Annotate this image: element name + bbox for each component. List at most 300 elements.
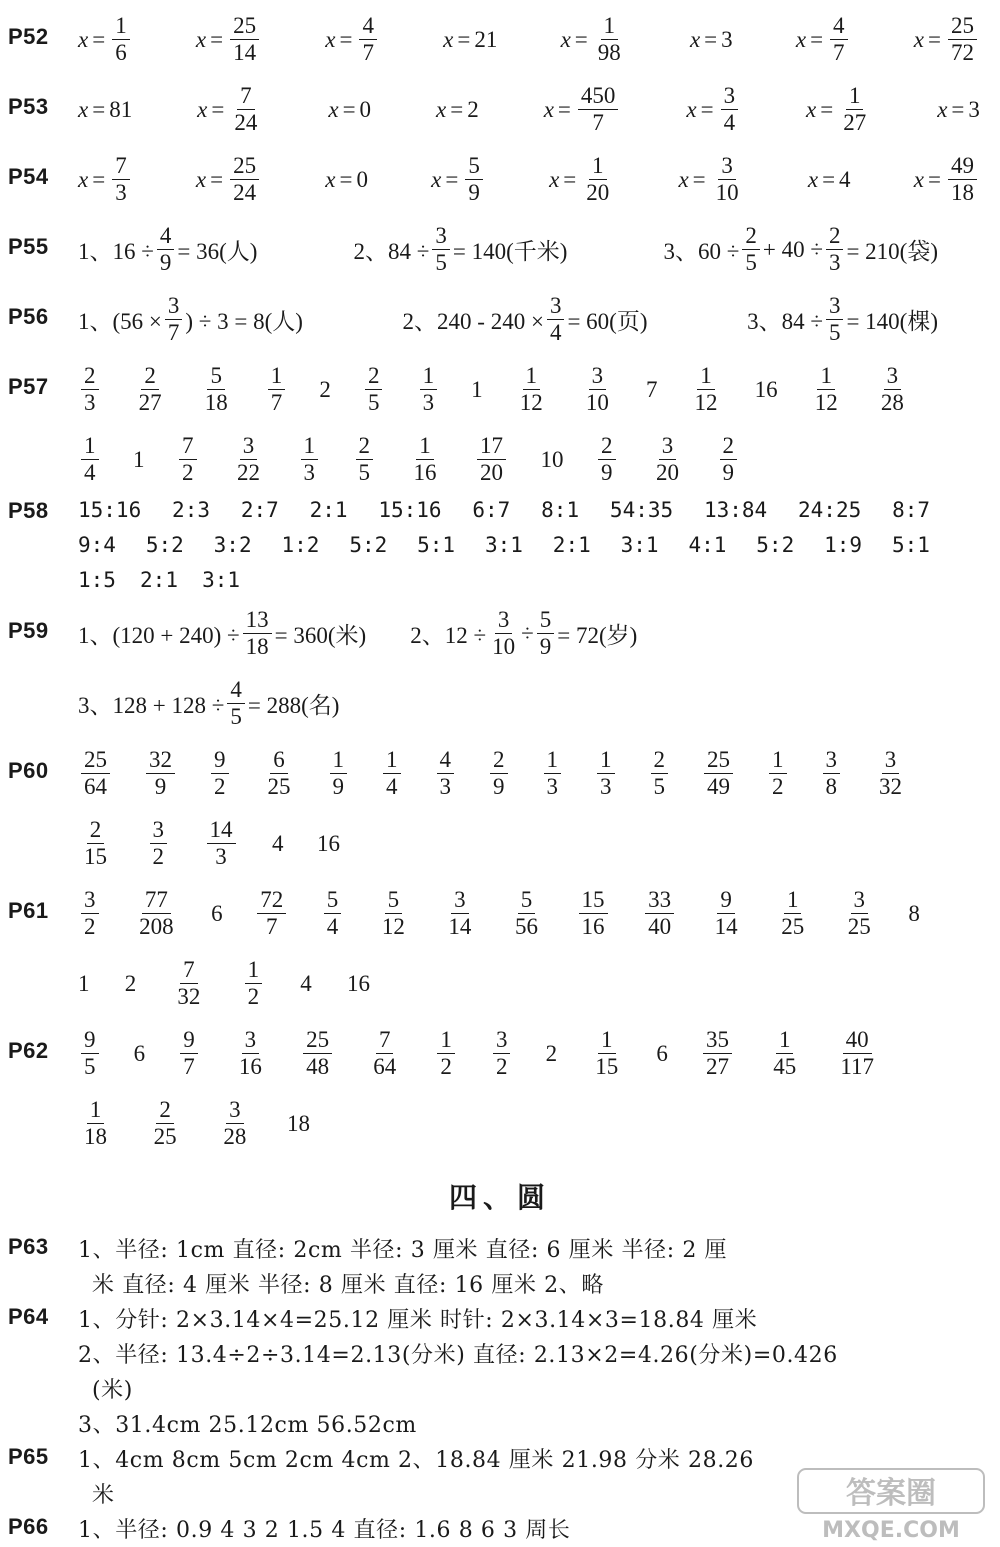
equation-item xyxy=(686,84,741,135)
numerator: 9 xyxy=(717,888,735,914)
numerator: 49 xyxy=(948,154,977,180)
numerator: 6 xyxy=(270,748,288,774)
numerator: 2 xyxy=(720,434,738,460)
denominator: 20 xyxy=(480,460,503,486)
fraction xyxy=(948,154,977,205)
answer-fraction xyxy=(324,888,342,939)
answers-p57b xyxy=(78,434,740,485)
expression-text: = 140(千米) xyxy=(452,239,568,265)
answer-number: 1 xyxy=(78,970,90,996)
label-p61a: P61 xyxy=(8,898,49,923)
denominator: 22 xyxy=(237,460,260,486)
numerator: 1 xyxy=(268,364,286,390)
denominator: 56 xyxy=(514,914,538,940)
denominator: 3 xyxy=(303,460,315,486)
label-p64: P64 xyxy=(8,1304,49,1329)
denominator: 24 xyxy=(233,180,257,206)
numerator: 1 xyxy=(245,958,263,984)
numerator: 1 xyxy=(420,364,438,390)
denominator: 16 xyxy=(581,914,605,940)
equals-sign: = xyxy=(927,166,941,192)
ratio-value: 1:2 xyxy=(281,533,320,557)
label-p53: P53 xyxy=(8,94,49,119)
answers-p55 xyxy=(78,224,938,275)
answer-fraction xyxy=(493,1028,511,1079)
label-p57a: P57 xyxy=(8,374,49,399)
denominator: 5 xyxy=(435,250,447,276)
ratio-value: 2:1 xyxy=(309,498,348,522)
denominator: 3 xyxy=(546,774,558,800)
answer-fraction xyxy=(645,888,674,939)
equation-item xyxy=(549,154,615,205)
ratio-value: 13:84 xyxy=(703,498,768,522)
denominator: 64 xyxy=(84,774,107,800)
answer-number: 2 xyxy=(545,1040,558,1066)
answers-p61b xyxy=(78,958,370,1009)
label-p62a: P62 xyxy=(8,1038,49,1063)
denominator: 4 xyxy=(386,774,398,800)
expression-text: 1、(120 + 240) ÷ xyxy=(78,623,240,649)
answer-fraction xyxy=(81,818,110,869)
answer-fraction xyxy=(876,748,905,799)
numerator: 35 xyxy=(703,1028,732,1054)
answer-number: 7 xyxy=(645,376,658,402)
denominator: 14 xyxy=(233,40,257,66)
numerator: 1 xyxy=(697,364,715,390)
denominator: 16 xyxy=(238,1054,262,1080)
numerator: 3 xyxy=(589,364,607,390)
denominator: 18 xyxy=(84,1124,107,1150)
answer-fraction xyxy=(544,748,562,799)
variable: x xyxy=(913,26,924,52)
equals-sign: = xyxy=(92,96,106,122)
numerator: 13 xyxy=(243,608,272,634)
variable: x xyxy=(806,96,817,122)
denominator: 45 xyxy=(773,1054,797,1080)
denominator: 25 xyxy=(847,914,871,940)
numerator: 450 xyxy=(578,84,619,110)
expression-item xyxy=(78,608,366,659)
equals-sign: = xyxy=(457,26,471,52)
answer-fraction xyxy=(180,1028,198,1079)
variable: x xyxy=(78,166,89,192)
p63-line-2: 米 直径: 4 厘米 半径: 8 厘米 直径: 16 厘米 2、略 xyxy=(92,1273,604,1298)
answer-fraction xyxy=(245,958,263,1009)
variable: x xyxy=(543,96,554,122)
numerator: 1 xyxy=(330,748,348,774)
expression-item xyxy=(353,224,567,275)
numerator: 4 xyxy=(359,14,377,40)
fraction xyxy=(227,678,245,729)
denominator: 14 xyxy=(448,914,472,940)
equals-sign: = xyxy=(210,166,224,192)
numerator: 1 xyxy=(544,748,562,774)
numerator: 2 xyxy=(81,364,99,390)
denominator: 2 xyxy=(182,460,194,486)
numerator: 2 xyxy=(490,748,508,774)
ratio-value: 5:1 xyxy=(891,533,930,557)
answer-fraction xyxy=(303,1028,332,1079)
answer-fraction xyxy=(136,888,177,939)
answer-fraction xyxy=(712,888,741,939)
denominator: 18 xyxy=(950,180,974,206)
answer-fraction xyxy=(598,434,616,485)
numerator: 7 xyxy=(179,434,197,460)
numerator: 1 xyxy=(437,1028,455,1054)
answer-fraction xyxy=(490,748,508,799)
answer-number: 6 xyxy=(656,1040,668,1066)
equation-item xyxy=(328,97,371,123)
numerator: 1 xyxy=(383,748,401,774)
equation-item xyxy=(806,84,872,135)
equals-sign: = xyxy=(339,166,353,192)
answers-p56 xyxy=(78,294,938,345)
denominator: 27 xyxy=(138,390,162,416)
answer-fraction xyxy=(356,434,374,485)
fraction xyxy=(359,14,377,65)
p65-line-2: 米 xyxy=(92,1483,115,1508)
equals-sign: = xyxy=(563,166,577,192)
denominator: 7 xyxy=(270,390,283,416)
answer-fraction xyxy=(211,748,229,799)
answer-fraction xyxy=(136,364,165,415)
numerator: 4 xyxy=(157,224,175,250)
value: 0 xyxy=(359,96,372,122)
denominator: 5 xyxy=(828,320,841,346)
ratio-value: 5:2 xyxy=(349,533,388,557)
value: 21 xyxy=(474,26,498,52)
ratio-value: 24:25 xyxy=(798,498,862,522)
answer-number: 6 xyxy=(133,1040,146,1066)
answer-fraction xyxy=(81,1098,110,1149)
denominator: 28 xyxy=(223,1124,247,1150)
value: 3 xyxy=(721,26,733,52)
answers-p62b xyxy=(78,1098,310,1149)
answer-fraction xyxy=(597,748,615,799)
numerator: 14 xyxy=(207,818,236,844)
denominator: 12 xyxy=(694,390,718,416)
numerator: 3 xyxy=(451,888,469,914)
fraction xyxy=(489,608,518,659)
numerator: 3 xyxy=(826,294,844,320)
ratio-value: 5:2 xyxy=(145,533,184,557)
numerator: 2 xyxy=(141,364,159,390)
answers-p61a xyxy=(78,888,920,939)
fraction xyxy=(578,84,619,135)
answers-p59 xyxy=(78,678,980,729)
p64-line-1: 1、分针: 2×3.14×4=25.12 厘米 时针: 2×3.14×3=18.84 厘米 xyxy=(78,1308,758,1333)
ratio-value: 3:2 xyxy=(213,533,252,557)
equation-item xyxy=(937,97,980,123)
answer-fraction xyxy=(370,1028,399,1079)
label-p59: P59 xyxy=(8,618,49,643)
numerator: 3 xyxy=(493,1028,511,1054)
numerator: 5 xyxy=(465,154,483,180)
numerator: 1 xyxy=(301,434,319,460)
numerator: 1 xyxy=(81,434,99,460)
label-p60a: P60 xyxy=(8,758,49,783)
answer-fraction xyxy=(220,1098,249,1149)
fraction xyxy=(231,84,260,135)
equals-sign: = xyxy=(700,96,714,122)
ratio-value: 15:16 xyxy=(378,498,442,522)
equation-item xyxy=(443,27,497,53)
numerator: 3 xyxy=(718,154,736,180)
denominator: 3 xyxy=(215,844,227,870)
answer-number: 8 xyxy=(908,900,920,926)
fraction xyxy=(112,14,130,65)
expression-item xyxy=(78,224,257,275)
answers-p54 xyxy=(78,154,980,205)
denominator: 5 xyxy=(230,704,242,730)
answer-fraction xyxy=(179,434,197,485)
answer-fraction xyxy=(81,1028,99,1079)
ratio-value: 4:1 xyxy=(688,533,727,557)
variable: x xyxy=(78,26,89,52)
p66-line-1: 1、半径: 0.9 4 3 2 1.5 4 直径: 1.6 8 6 3 周长 xyxy=(78,1518,571,1543)
numerator: 3 xyxy=(823,748,841,774)
answer-fraction xyxy=(445,888,474,939)
numerator: 9 xyxy=(211,748,229,774)
denominator: 2 xyxy=(84,914,96,940)
expression-item xyxy=(747,294,938,345)
equation-item xyxy=(808,167,851,193)
numerator: 1 xyxy=(769,748,787,774)
fraction xyxy=(595,14,624,65)
expression-item xyxy=(78,678,339,729)
numerator: 32 xyxy=(146,748,175,774)
ratio-value: 15:16 xyxy=(78,498,142,522)
numerator: 2 xyxy=(356,434,374,460)
denominator: 18 xyxy=(245,634,269,660)
answer-fraction xyxy=(202,364,231,415)
fraction xyxy=(465,154,483,205)
equation-item xyxy=(197,84,263,135)
expression-item xyxy=(78,294,303,345)
denominator: 2 xyxy=(772,774,784,800)
watermark-logo xyxy=(796,1467,986,1543)
equals-sign: = xyxy=(342,96,356,122)
numerator: 2 xyxy=(598,434,616,460)
denominator: 9 xyxy=(539,634,552,660)
denominator: 27 xyxy=(706,1054,730,1080)
numerator: 1 xyxy=(776,1028,794,1054)
equals-sign: = xyxy=(927,26,941,52)
equation-item xyxy=(436,97,479,123)
expression-text: = 72(岁) xyxy=(557,623,638,649)
ratio-value: 54:35 xyxy=(609,498,674,522)
expression-text: 1、(56 × xyxy=(78,309,162,335)
answer-fraction xyxy=(257,888,286,939)
equation-item xyxy=(544,84,622,135)
denominator: 25 xyxy=(153,1124,177,1150)
equation-item xyxy=(678,154,744,205)
numerator: 1 xyxy=(589,154,607,180)
denominator: 2 xyxy=(440,1054,452,1080)
equals-sign: = xyxy=(692,166,706,192)
equals-sign: = xyxy=(92,26,106,52)
variable: x xyxy=(913,166,924,192)
equation-item xyxy=(561,14,627,65)
denominator: 5 xyxy=(745,250,757,276)
answer-number: 16 xyxy=(317,830,340,856)
denominator: 12 xyxy=(381,914,405,940)
ratio-value: 8:1 xyxy=(541,498,580,522)
answer-fraction xyxy=(437,1028,455,1079)
p63-line-1: 1、半径: 1cm 直径: 2cm 半径: 3 厘米 直径: 6 厘米 半径: 2 厘 xyxy=(78,1238,728,1263)
numerator: 2 xyxy=(365,364,383,390)
variable: x xyxy=(436,96,447,122)
answer-number: 4 xyxy=(272,830,284,856)
numerator: 3 xyxy=(242,1028,260,1054)
numerator: 3 xyxy=(165,294,183,320)
fraction xyxy=(157,224,175,275)
numerator: 7 xyxy=(112,154,130,180)
denominator: 4 xyxy=(326,914,339,940)
answers-p59 xyxy=(78,608,980,659)
fraction xyxy=(830,14,848,65)
fraction xyxy=(713,154,742,205)
numerator: 5 xyxy=(537,608,555,634)
value: 2 xyxy=(467,96,479,122)
numerator: 7 xyxy=(237,84,255,110)
value: 81 xyxy=(109,96,133,122)
denominator: 7 xyxy=(833,40,845,66)
numerator: 1 xyxy=(601,14,619,40)
expression-text: 3、84 ÷ xyxy=(747,309,823,335)
denominator: 7 xyxy=(183,1054,195,1080)
denominator: 25 xyxy=(267,774,291,800)
variable: x xyxy=(325,166,336,192)
equals-sign: = xyxy=(951,96,965,122)
ratio-line xyxy=(78,533,930,557)
equals-sign: = xyxy=(704,26,718,52)
denominator: 64 xyxy=(373,1054,397,1080)
answer-fraction xyxy=(512,888,541,939)
expression-text: 2、84 ÷ xyxy=(353,239,430,265)
ratio-value: 2:7 xyxy=(240,498,279,522)
numerator: 1 xyxy=(112,14,130,40)
expression-text: 2、240 - 240 × xyxy=(402,309,544,335)
answers-p52 xyxy=(78,14,980,65)
fraction xyxy=(547,294,565,345)
equals-sign: = xyxy=(450,96,464,122)
ratio-value: 2:1 xyxy=(552,533,591,557)
numerator: 25 xyxy=(230,154,259,180)
variable: x xyxy=(328,96,339,122)
answer-fraction xyxy=(477,434,506,485)
fraction xyxy=(537,608,555,659)
ratio-value: 2:3 xyxy=(172,498,210,522)
ratio-value: 3:1 xyxy=(202,568,240,592)
denominator: 20 xyxy=(586,180,610,206)
fraction xyxy=(165,294,183,345)
answer-fraction xyxy=(265,748,294,799)
denominator: 7 xyxy=(167,320,180,346)
variable: x xyxy=(195,26,207,52)
ratio-line xyxy=(78,498,930,522)
equals-sign: = xyxy=(822,166,836,192)
denominator: 14 xyxy=(714,914,738,940)
answer-fraction xyxy=(437,748,455,799)
numerator: 15 xyxy=(579,888,608,914)
denominator: 32 xyxy=(177,984,201,1010)
ratio-line xyxy=(78,568,240,592)
answer-fraction xyxy=(651,748,669,799)
equation-item xyxy=(78,97,132,123)
numerator: 3 xyxy=(882,748,900,774)
fraction xyxy=(840,84,869,135)
answer-fraction xyxy=(778,888,807,939)
expression-text: ÷ xyxy=(521,620,534,646)
label-p55: P55 xyxy=(8,234,49,259)
answer-number: 6 xyxy=(211,900,223,926)
answer-fraction xyxy=(420,364,438,415)
numerator: 3 xyxy=(81,888,99,914)
ratio-value: 1:9 xyxy=(824,533,863,557)
numerator: 3 xyxy=(150,818,168,844)
watermark-text: 答案圈 xyxy=(846,1476,936,1511)
answer-fraction xyxy=(692,364,721,415)
denominator: 5 xyxy=(358,460,370,486)
denominator: 72 xyxy=(950,40,974,66)
answer-number: 2 xyxy=(319,376,331,402)
denominator: 10 xyxy=(585,390,609,416)
answer-fraction xyxy=(720,434,738,485)
denominator: 4 xyxy=(723,110,736,136)
numerator: 5 xyxy=(518,888,536,914)
denominator: 8 xyxy=(825,774,837,800)
equation-item xyxy=(914,14,980,65)
denominator: 25 xyxy=(781,914,805,940)
answer-number: 16 xyxy=(346,970,370,996)
numerator: 9 xyxy=(81,1028,99,1054)
variable: x xyxy=(678,166,689,192)
variable: x xyxy=(443,26,454,52)
numerator: 4 xyxy=(830,14,848,40)
numerator: 25 xyxy=(303,1028,332,1054)
answer-fraction xyxy=(383,748,401,799)
denominator: 4 xyxy=(549,320,562,346)
variable: x xyxy=(937,96,948,122)
answer-fraction xyxy=(268,364,286,415)
numerator: 1 xyxy=(817,364,835,390)
expression-text: = 210(袋) xyxy=(846,239,938,265)
answer-fraction xyxy=(379,888,408,939)
answer-number: 1 xyxy=(133,446,145,472)
numerator: 1 xyxy=(846,84,864,110)
fraction xyxy=(742,224,760,275)
numerator: 5 xyxy=(385,888,403,914)
expression-text: 2、12 ÷ xyxy=(410,623,487,649)
answer-number: 10 xyxy=(540,446,564,472)
expression-item xyxy=(410,608,637,659)
watermark-site: MXQE.COM xyxy=(822,1518,960,1543)
denominator: 15 xyxy=(84,844,107,870)
answer-number: 2 xyxy=(124,970,137,996)
variable: x xyxy=(325,26,336,52)
expression-text: + 40 ÷ xyxy=(762,236,823,262)
denominator: 9 xyxy=(493,774,505,800)
denominator: 3 xyxy=(84,390,96,416)
p64-line-2: 2、半径: 13.4÷2÷3.14=2.13(分米) 直径: 2.13×2=4.26(分米)=0.426 xyxy=(78,1343,838,1368)
numerator: 3 xyxy=(721,84,739,110)
numerator: 25 xyxy=(230,14,259,40)
label-p54: P54 xyxy=(8,164,49,189)
numerator: 1 xyxy=(598,1028,616,1054)
equation-item xyxy=(196,14,262,65)
section-heading: 四、圆 xyxy=(448,1181,551,1214)
